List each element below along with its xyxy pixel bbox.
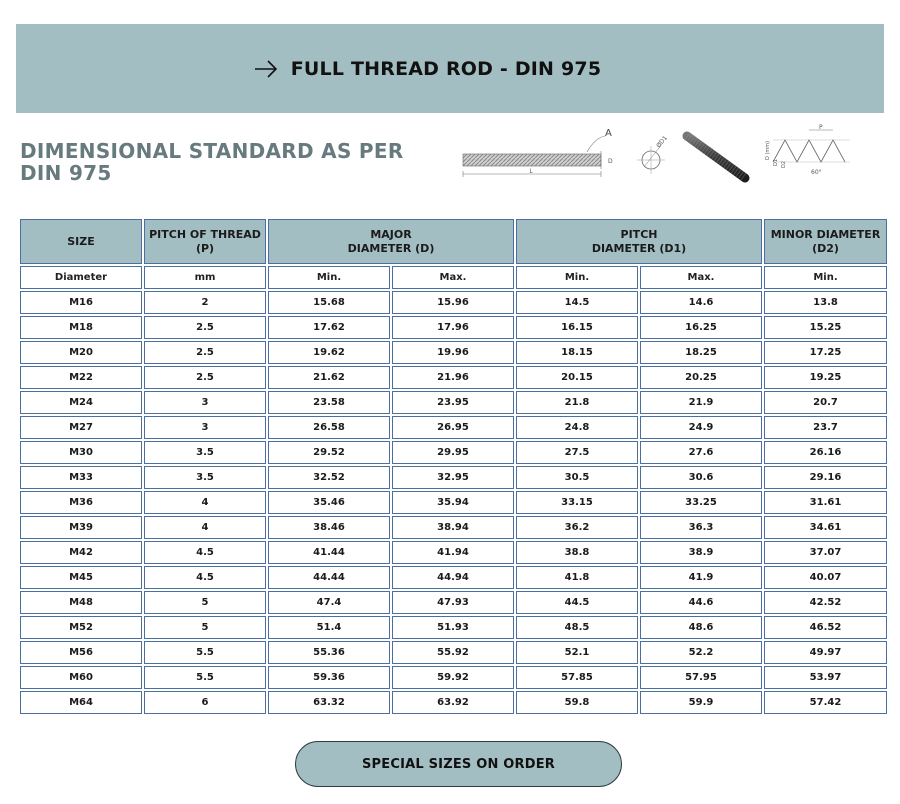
table-row	[20, 691, 887, 714]
value-cell: 27.5	[516, 441, 638, 464]
value-cell: 37.07	[764, 541, 887, 564]
value-cell: 5	[144, 591, 266, 614]
rod-cross-section-drawing	[637, 135, 669, 174]
value-cell: 63.32	[268, 691, 390, 714]
table-row	[20, 666, 887, 689]
value-cell: 21.9	[640, 391, 762, 414]
value-cell: 33.15	[516, 491, 638, 514]
value-cell: 2.5	[144, 341, 266, 364]
size-cell: M42	[20, 541, 142, 564]
size-cell: M48	[20, 591, 142, 614]
value-cell: 2.5	[144, 316, 266, 339]
value-cell: 52.2	[640, 641, 762, 664]
value-cell: 21.62	[268, 366, 390, 389]
value-cell: 16.15	[516, 316, 638, 339]
value-cell: 59.8	[516, 691, 638, 714]
value-cell: 41.94	[392, 541, 514, 564]
subheader-cell: Min.	[268, 266, 390, 289]
table-row	[20, 616, 887, 639]
value-cell: 52.1	[516, 641, 638, 664]
value-cell: 26.16	[764, 441, 887, 464]
size-cell: M16	[20, 291, 142, 314]
size-cell: M24	[20, 391, 142, 414]
table-row	[20, 491, 887, 514]
value-cell: 41.9	[640, 566, 762, 589]
value-cell: 14.6	[640, 291, 762, 314]
special-sizes-button[interactable]: SPECIAL SIZES ON ORDER	[295, 741, 622, 787]
value-cell: 57.95	[640, 666, 762, 689]
value-cell: 32.52	[268, 466, 390, 489]
value-cell: 23.7	[764, 416, 887, 439]
rod-image	[687, 136, 745, 178]
dimension-table	[18, 217, 889, 716]
value-cell: 5.5	[144, 641, 266, 664]
value-cell: 3.5	[144, 441, 266, 464]
table-row	[20, 466, 887, 489]
subheader-cell: Min.	[516, 266, 638, 289]
value-cell: 38.94	[392, 516, 514, 539]
value-cell: 17.96	[392, 316, 514, 339]
value-cell: 51.93	[392, 616, 514, 639]
page-title: FULL THREAD ROD - DIN 975	[290, 57, 602, 80]
size-cell: M36	[20, 491, 142, 514]
value-cell: 36.3	[640, 516, 762, 539]
value-cell: 44.44	[268, 566, 390, 589]
size-cell: M60	[20, 666, 142, 689]
value-cell: 4.5	[144, 566, 266, 589]
value-cell: 35.94	[392, 491, 514, 514]
value-cell: 4	[144, 491, 266, 514]
value-cell: 29.16	[764, 466, 887, 489]
subheader-cell: mm	[144, 266, 266, 289]
value-cell: 53.97	[764, 666, 887, 689]
value-cell: 13.8	[764, 291, 887, 314]
value-cell: 2	[144, 291, 266, 314]
value-cell: 59.36	[268, 666, 390, 689]
value-cell: 19.25	[764, 366, 887, 389]
value-cell: 49.97	[764, 641, 887, 664]
value-cell: 16.25	[640, 316, 762, 339]
value-cell: 30.5	[516, 466, 638, 489]
value-cell: 26.95	[392, 416, 514, 439]
value-cell: 26.58	[268, 416, 390, 439]
table-row	[20, 591, 887, 614]
label-d2: D2	[781, 160, 787, 168]
value-cell: 14.5	[516, 291, 638, 314]
value-cell: 55.92	[392, 641, 514, 664]
value-cell: 32.95	[392, 466, 514, 489]
table-header-row	[20, 219, 887, 264]
header-pitch-diameter: PITCH DIAMETER (D1)	[516, 219, 762, 264]
value-cell: 20.15	[516, 366, 638, 389]
subheader-cell: Diameter	[20, 266, 142, 289]
value-cell: 19.96	[392, 341, 514, 364]
value-cell: 41.44	[268, 541, 390, 564]
value-cell: 23.95	[392, 391, 514, 414]
value-cell: 51.4	[268, 616, 390, 639]
value-cell: 46.52	[764, 616, 887, 639]
value-cell: 24.8	[516, 416, 638, 439]
value-cell: 3.5	[144, 466, 266, 489]
value-cell: 40.07	[764, 566, 887, 589]
table-row	[20, 341, 887, 364]
table-subheader-row	[20, 266, 887, 289]
value-cell: 55.36	[268, 641, 390, 664]
size-cell: M45	[20, 566, 142, 589]
value-cell: 42.52	[764, 591, 887, 614]
value-cell: 47.93	[392, 591, 514, 614]
header-pitch-of-thread: PITCH OF THREAD (P)	[144, 219, 266, 264]
value-cell: 18.25	[640, 341, 762, 364]
value-cell: 48.5	[516, 616, 638, 639]
size-cell: M20	[20, 341, 142, 364]
label-l: L	[529, 168, 533, 175]
size-cell: M18	[20, 316, 142, 339]
table-row	[20, 641, 887, 664]
thread-profile-drawing	[765, 124, 850, 176]
table-row	[20, 366, 887, 389]
table-row	[20, 416, 887, 439]
value-cell: 63.92	[392, 691, 514, 714]
label-a: A	[605, 128, 612, 139]
size-cell: M39	[20, 516, 142, 539]
header-minor-diameter: MINOR DIAMETER (D2)	[764, 219, 887, 264]
subheader-cell: Max.	[640, 266, 762, 289]
table-row	[20, 541, 887, 564]
size-cell: M22	[20, 366, 142, 389]
table-row	[20, 316, 887, 339]
table-row	[20, 291, 887, 314]
value-cell: 30.6	[640, 466, 762, 489]
label-dmm: D (mm)	[765, 140, 771, 160]
value-cell: 48.6	[640, 616, 762, 639]
value-cell: 36.2	[516, 516, 638, 539]
header-size: SIZE	[20, 219, 142, 264]
value-cell: 4.5	[144, 541, 266, 564]
label-angle: 60°	[811, 169, 822, 176]
value-cell: 27.6	[640, 441, 762, 464]
value-cell: 18.15	[516, 341, 638, 364]
value-cell: 38.9	[640, 541, 762, 564]
value-cell: 21.96	[392, 366, 514, 389]
table-row	[20, 516, 887, 539]
header-major-diameter: MAJOR DIAMETER (D)	[268, 219, 514, 264]
section-title: DIMENSIONAL STANDARD AS PER DIN 975	[20, 139, 404, 185]
value-cell: 24.9	[640, 416, 762, 439]
value-cell: 23.58	[268, 391, 390, 414]
rod-side-view-drawing	[463, 128, 613, 177]
label-d1-profile: D1	[773, 158, 779, 166]
size-cell: M33	[20, 466, 142, 489]
value-cell: 2.5	[144, 366, 266, 389]
value-cell: 20.25	[640, 366, 762, 389]
value-cell: 34.61	[764, 516, 887, 539]
value-cell: 5.5	[144, 666, 266, 689]
value-cell: 3	[144, 391, 266, 414]
value-cell: 59.9	[640, 691, 762, 714]
value-cell: 44.94	[392, 566, 514, 589]
size-cell: M27	[20, 416, 142, 439]
size-cell: M52	[20, 616, 142, 639]
value-cell: 44.5	[516, 591, 638, 614]
value-cell: 44.6	[640, 591, 762, 614]
size-cell: M30	[20, 441, 142, 464]
value-cell: 41.8	[516, 566, 638, 589]
table-row	[20, 441, 887, 464]
value-cell: 29.52	[268, 441, 390, 464]
table-row	[20, 566, 887, 589]
value-cell: 38.8	[516, 541, 638, 564]
value-cell: 38.46	[268, 516, 390, 539]
technical-drawings	[455, 122, 875, 194]
value-cell: 33.25	[640, 491, 762, 514]
value-cell: 15.25	[764, 316, 887, 339]
label-d1: ØD1	[655, 134, 669, 150]
value-cell: 57.42	[764, 691, 887, 714]
table-body	[20, 291, 887, 714]
value-cell: 15.96	[392, 291, 514, 314]
subheader-cell: Min.	[764, 266, 887, 289]
value-cell: 35.46	[268, 491, 390, 514]
value-cell: 17.25	[764, 341, 887, 364]
value-cell: 21.8	[516, 391, 638, 414]
value-cell: 59.92	[392, 666, 514, 689]
value-cell: 57.85	[516, 666, 638, 689]
value-cell: 5	[144, 616, 266, 639]
arrow-right-icon	[253, 59, 279, 79]
table-row	[20, 391, 887, 414]
value-cell: 6	[144, 691, 266, 714]
value-cell: 19.62	[268, 341, 390, 364]
size-cell: M64	[20, 691, 142, 714]
value-cell: 15.68	[268, 291, 390, 314]
value-cell: 31.61	[764, 491, 887, 514]
label-p: P	[819, 124, 823, 131]
title-banner	[16, 24, 884, 113]
label-d: D	[608, 158, 613, 165]
value-cell: 4	[144, 516, 266, 539]
value-cell: 17.62	[268, 316, 390, 339]
value-cell: 20.7	[764, 391, 887, 414]
value-cell: 47.4	[268, 591, 390, 614]
value-cell: 3	[144, 416, 266, 439]
value-cell: 29.95	[392, 441, 514, 464]
subheader-cell: Max.	[392, 266, 514, 289]
size-cell: M56	[20, 641, 142, 664]
